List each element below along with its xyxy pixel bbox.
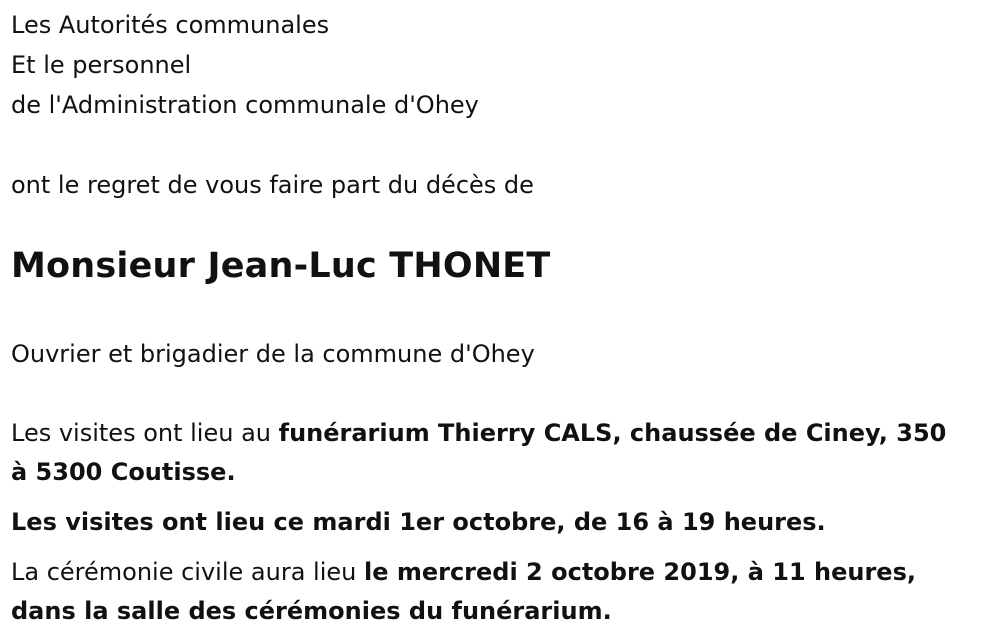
heading-line-administration: de l'Administration communale d'Ohey (11, 91, 479, 119)
ceremony-paragraph (11, 553, 991, 631)
visits-time-text: Les visites ont lieu ce mardi 1er octobre, de 16 à 19 heures. (11, 508, 826, 536)
heading-line-authorities: Les Autorités communales (11, 11, 330, 39)
notice-heading (11, 5, 479, 125)
heading-line-staff: Et le personnel (11, 51, 192, 79)
visits-location-prefix: Les visites ont lieu au (11, 419, 279, 447)
visits-location-paragraph (11, 414, 991, 492)
visits-time-paragraph (11, 503, 991, 542)
ceremony-datetime: le mercredi 2 octobre 2019, à 11 heures, (363, 558, 916, 586)
deceased-role: Ouvrier et brigadier de la commune d'Ohey (11, 340, 535, 368)
visits-location-address: funérarium Thierry CALS, chaussée de Ciney, 350 (278, 419, 947, 447)
ceremony-location: dans la salle des cérémonies du funérarium. (11, 597, 612, 625)
deceased-name: Monsieur Jean-Luc THONET (11, 246, 551, 286)
ceremony-prefix: La cérémonie civile aura lieu (11, 558, 364, 586)
intro-text: ont le regret de vous faire part du décès de (11, 171, 534, 199)
visits-location-town: à 5300 Coutisse. (11, 458, 236, 486)
